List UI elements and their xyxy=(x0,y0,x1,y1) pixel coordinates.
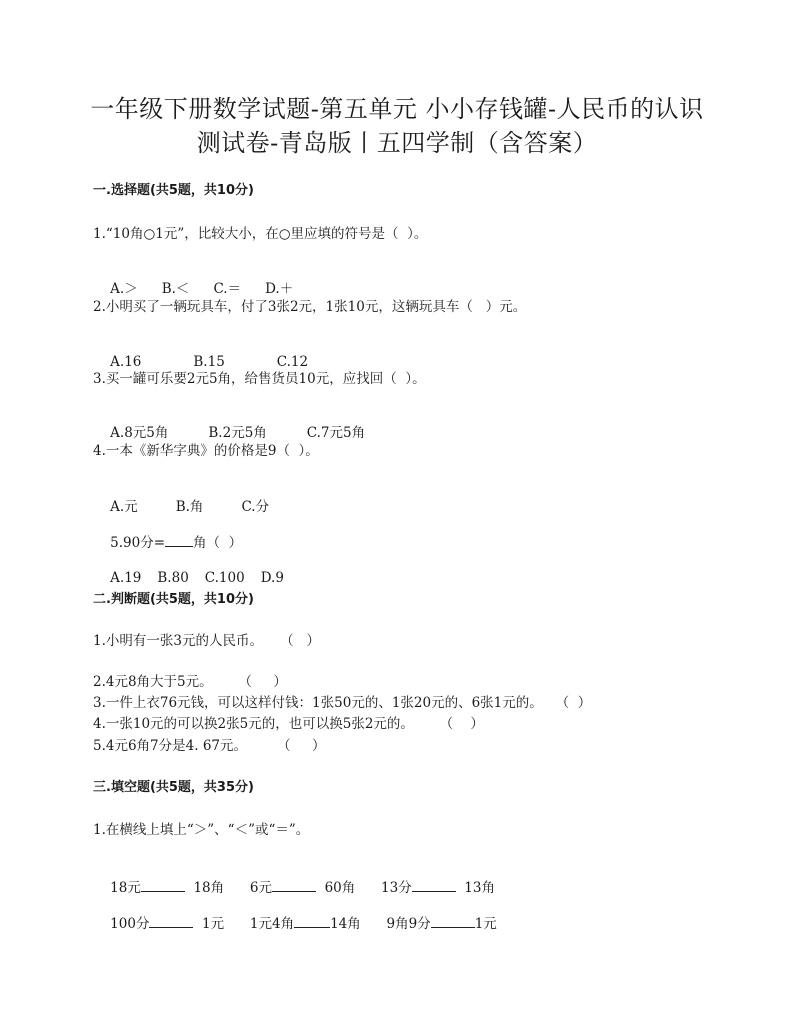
option-b: B.＜ xyxy=(161,281,190,297)
option-a: A.元 xyxy=(110,499,138,515)
option-d: D.9 xyxy=(260,570,284,586)
answer-blank[interactable] xyxy=(294,913,330,928)
answer-blank[interactable] xyxy=(272,877,316,892)
question-text: 角（ ） xyxy=(193,535,243,551)
comparison-right: 13角 xyxy=(464,880,495,896)
option-d: D.＋ xyxy=(265,281,294,297)
option-b: B.80 xyxy=(157,570,189,586)
question-1-1: 1.“10角○1元”，比较大小，在○里应填的符号是（ ）。 xyxy=(93,226,428,242)
question-2-1: 1.小明有一张3元的人民币。 （ ） xyxy=(93,633,321,649)
answer-blank[interactable] xyxy=(412,877,456,892)
option-a: A.＞ xyxy=(110,281,138,297)
answer-blank[interactable] xyxy=(165,532,193,547)
comparison-left: 9角9分 xyxy=(386,916,431,932)
comparison-left: 13分 xyxy=(381,880,412,896)
comparison-right: 1元 xyxy=(474,916,497,932)
comparison-row-2 xyxy=(93,895,497,951)
comparison-left: 6元 xyxy=(249,880,272,896)
option-b: B.角 xyxy=(175,499,204,515)
option-a: A.8元5角 xyxy=(110,425,169,441)
option-a: A.19 xyxy=(110,570,142,586)
comparison-right: 1元 xyxy=(202,916,225,932)
option-b: B.2元5角 xyxy=(208,425,267,441)
document-title-line1: 一年级下册数学试题-第五单元 小小存钱罐-人民币的认识 xyxy=(90,95,704,123)
comparison-right: 60角 xyxy=(324,880,356,896)
option-c: C.12 xyxy=(276,354,309,370)
option-a: A.16 xyxy=(110,354,142,370)
section-heading-fill: 三.填空题(共5题，共35分) xyxy=(93,780,254,795)
comparison-right: 14角 xyxy=(330,916,361,932)
comparison-left: 100分 xyxy=(110,916,150,932)
option-c: C.＝ xyxy=(213,281,242,297)
comparison-right: 18角 xyxy=(193,880,225,896)
question-2-3: 3.一件上衣76元钱，可以这样付钱：1张50元的、1张20元的、6张1元的。 （ ） xyxy=(93,695,592,711)
answer-blank[interactable] xyxy=(149,913,193,928)
section-heading-judgement: 二.判断题(共5题，共10分) xyxy=(93,592,254,607)
option-c: C.100 xyxy=(204,570,245,586)
answer-blank[interactable] xyxy=(141,877,185,892)
question-text: 5.90分= xyxy=(110,535,166,551)
question-2-2: 2.4元8角大于5元。 （ ） xyxy=(93,674,287,690)
section-heading-choice: 一.选择题(共5题，共10分) xyxy=(93,183,254,198)
option-c: C.7元5角 xyxy=(306,425,366,441)
option-b: B.15 xyxy=(193,354,225,370)
question-2-5: 5.4元6角7分是4. 67元。 （ ） xyxy=(93,738,326,754)
question-1-4: 4.一本《新华字典》的价格是9（ ）。 xyxy=(93,443,319,459)
document-title-line2: 测试卷-青岛版丨五四学制（含答案） xyxy=(196,129,598,157)
answer-blank[interactable] xyxy=(431,913,475,928)
question-1-3: 3.买一罐可乐要2元5角，给售货员10元，应找回（ ）。 xyxy=(93,371,426,387)
comparison-left: 18元 xyxy=(110,880,141,896)
question-2-4: 4.一张10元的可以换2张5元的，也可以换5张2元的。 （ ） xyxy=(93,716,484,732)
option-c: C.分 xyxy=(241,499,270,515)
question-3-1: 1.在横线上填上“＞”、“＜”或“＝”。 xyxy=(93,822,310,838)
comparison-left: 1元4角 xyxy=(249,916,295,932)
question-1-2: 2.小明买了一辆玩具车，付了3张2元，1张10元，这辆玩具车（ ）元。 xyxy=(93,299,527,315)
